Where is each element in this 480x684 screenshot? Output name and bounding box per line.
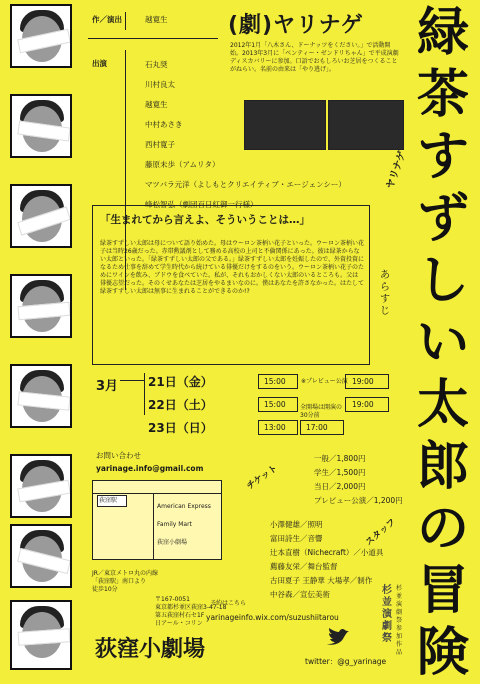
synopsis-text: 緑茶すずしい太郎は母について語り始めた。母はウーロン茶柄い花子といった。ウーロン茶柄い花子は当時26歳だった。赤帯勲議剤として務める高校の上司と不倫関係にあった。彼は緑茶からない太郎といった。「緑茶すずしい太郎の父である。」緑茶すずしい太郎を妊娠したので、外資投資になるため仕事を辞めて学生時代から続けている俳優だけをするのをいう。ウーロン茶柄い花子のためにワインを飲み、ブドウを食べていた。私が、それもおかしくない太郎のいるところも。父は俳優志望だった。そのくせあなたは芝居をやるまいなのに。僕はあなたを許さなかった。はたして緑茶すずしい太郎は無事に生まれることができるのか!?: [100, 240, 365, 295]
cast-photo: [10, 4, 72, 68]
vertical-title: [408, 2, 478, 622]
staff-member: 古田夏子 王静華 大場孝／制作: [270, 576, 373, 585]
title-char: 緑: [416, 3, 469, 63]
showtime: 13:00: [264, 423, 286, 432]
title-char: い: [416, 313, 469, 373]
map-label: Family Mart: [157, 521, 192, 528]
cast-member: 峰松智弘（劇団百日紅御一行様）: [145, 200, 258, 209]
cast-photo: [10, 94, 72, 158]
cast-member: 西村寛子: [145, 140, 175, 149]
map-label: 荻窪小劇場: [157, 539, 188, 546]
synopsis-label: あらすじ: [380, 270, 390, 317]
cast-photo: [10, 364, 72, 428]
cast-member: マツバラ元洋（よしもとクリエイティブ・エージェンシー）: [145, 180, 346, 189]
showtime: 19:00: [352, 377, 374, 386]
cast-photo: [10, 524, 72, 588]
showtime: 15:00: [264, 377, 286, 386]
cast-photo: [10, 274, 72, 338]
cast-member: 石丸奨: [145, 60, 168, 69]
staff-label: スタッフ: [363, 517, 398, 549]
stage-photo: [244, 100, 326, 150]
cast-photo: [10, 184, 72, 248]
staff-list: [270, 518, 383, 602]
cast-member: 越寛生: [145, 100, 168, 109]
venue-name: 荻窪小劇場: [95, 637, 206, 662]
cast-member: 藤原未歩（アムリタ）: [145, 160, 220, 169]
schedule-date: 23日（日）: [148, 421, 213, 435]
director-label: 作／演出: [92, 15, 122, 24]
title-char: す: [416, 127, 469, 187]
stage-photo: [328, 100, 404, 150]
staff-member: 薦藤友栄／舞台監督: [270, 562, 338, 571]
cast-photo: [10, 454, 72, 518]
ticket-price: 当日／2,000円: [314, 482, 366, 491]
title-char: 険: [416, 623, 469, 683]
reserve-label: 予約はこちら: [210, 600, 247, 607]
access-map: [92, 480, 222, 560]
cast-member: 中村あさき: [145, 120, 183, 129]
title-char: 太: [416, 375, 469, 435]
yarinage-mark: ヤリナゲ: [384, 149, 409, 191]
title-char: 茶: [416, 65, 469, 125]
schedule-month: 3月: [96, 379, 119, 394]
cast-photo: [10, 600, 72, 670]
cast-label: 出演: [92, 59, 107, 68]
twitter-bird-icon: [325, 628, 351, 650]
staff-member: 中谷森／宣伝美術: [270, 590, 330, 599]
twitter-handle[interactable]: twitter：@g_yarinage: [305, 657, 387, 666]
title-char: 郎: [416, 437, 469, 497]
reserve-url[interactable]: yarinageinfo.wix.com/suzushiitarou: [206, 613, 339, 622]
title-char: ず: [416, 189, 469, 249]
ticket-price: プレビュー公演／1,200円: [314, 496, 403, 505]
map-station: 荻窪駅: [99, 497, 118, 504]
map-label: American Express: [157, 503, 211, 510]
schedule-date: 21日（金）: [148, 375, 213, 389]
schedule-date: 22日（土）: [148, 398, 213, 412]
festival-note: 杉並演劇祭参加作品: [396, 585, 403, 656]
staff-member: 小澤健雄／照明: [270, 520, 323, 529]
synopsis-header: 「生まれてから言えよ、そういうことは…」: [100, 214, 310, 226]
contact-email[interactable]: yarinage.info@gmail.com: [96, 464, 204, 473]
title-char: し: [416, 251, 469, 311]
access-info: JR／東京メトロ丸の内線 「荻窪駅」南口より 徒歩10分: [92, 570, 158, 593]
venue-address: 〒167-0051 東京都杉並区荻窪3-47-18 第五荻窪村石セ1F 日アール・コリン: [155, 596, 227, 627]
troupe-name: (劇)ヤリナゲ: [228, 13, 364, 38]
title-char: 冒: [416, 561, 469, 621]
ticket-list: [314, 452, 403, 508]
staff-member: 富田詩生／音響: [270, 534, 323, 543]
title-char: の: [416, 499, 469, 559]
open-note: 全開場は開演の30分前: [300, 404, 343, 419]
ticket-price: 学生／1,500円: [314, 468, 366, 477]
festival-brand: 杉並演劇祭: [382, 585, 392, 644]
showtime: 15:00: [264, 400, 286, 409]
showtime: 17:00: [306, 423, 328, 432]
ticket-price: 一般／1,800円: [314, 454, 366, 463]
showtime: 19:00: [352, 400, 374, 409]
director-name: 越寛生: [145, 15, 168, 24]
staff-member: 辻本直樹（Nichecraft）／小道具: [270, 548, 384, 557]
preview-note: ※プレビュー公演: [301, 378, 348, 385]
cast-member: 川村良太: [145, 80, 175, 89]
ticket-label: チケット: [245, 463, 280, 492]
troupe-intro: 2012年1月「八木さん、ドーナッツをください。」で活動開始。2013年3月に「ベンティー・ゼンドリちゃん」で平成演劇ディスカバリーに参加。口語でおもしろいお芝居をつくることがねらい。名前の由来は「やり逃げ」。: [230, 42, 399, 73]
contact-label: お問い合わせ: [96, 451, 141, 460]
